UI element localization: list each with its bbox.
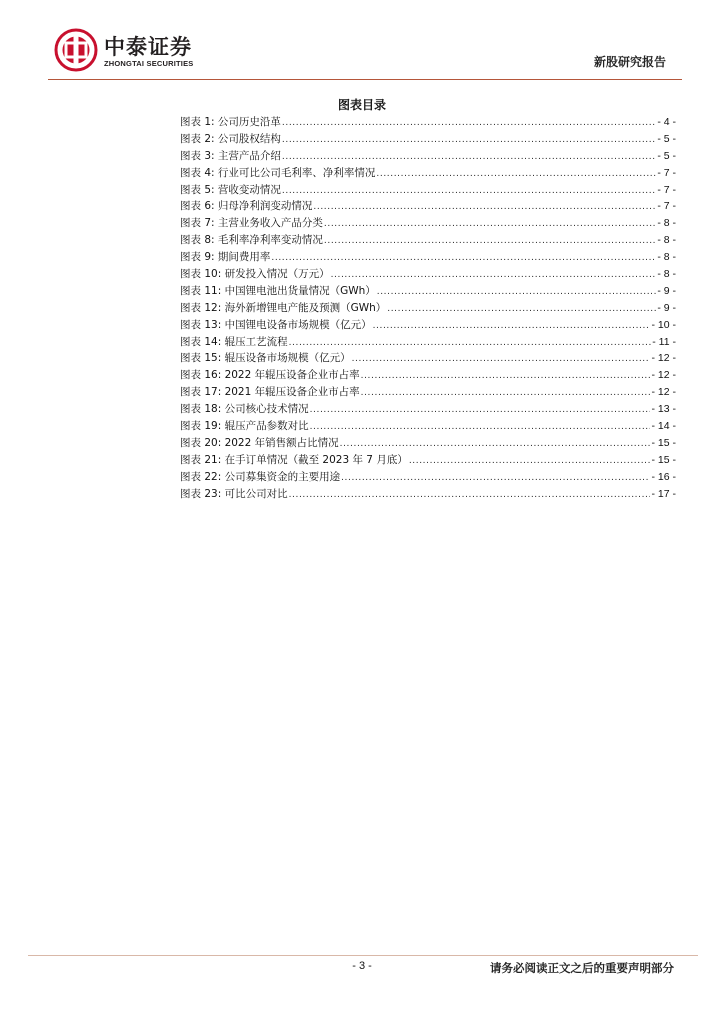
toc-entry-page: - 16 - [651, 470, 676, 483]
toc-entry-label: 图表 5: 营收变动情况 [180, 183, 281, 196]
toc-entry-page: - 12 - [651, 352, 676, 365]
toc-entry[interactable] [180, 232, 676, 249]
toc-title: 图表目录 [337, 98, 386, 112]
toc-entry[interactable] [180, 317, 676, 334]
toc-entry-page: - 14 - [651, 420, 676, 433]
toc-entry-page: - 10 - [651, 318, 676, 331]
toc-dot-leader [282, 115, 656, 132]
toc-entry[interactable] [180, 367, 676, 384]
toc-dot-leader [373, 318, 651, 335]
toc-entry-label: 图表 14: 辊压工艺流程 [180, 335, 288, 348]
toc-entry[interactable] [180, 435, 676, 452]
toc-entry[interactable] [180, 114, 676, 131]
toc-entry[interactable] [180, 401, 676, 418]
toc-entry-page: - 4 - [657, 116, 676, 128]
toc-entry-label: 图表 10: 研发投入情况（万元） [180, 268, 330, 281]
toc-entry-page: - 8 - [657, 268, 676, 281]
toc-entry[interactable] [180, 350, 676, 367]
report-type-label: 新股研究报告 [593, 55, 666, 69]
toc-dot-leader [324, 233, 656, 250]
page-number: - 3 - [352, 960, 372, 972]
toc-dot-leader [289, 335, 652, 352]
toc-dot-leader [289, 487, 651, 504]
toc-entry-page: - 13 - [651, 403, 676, 416]
toc-dot-leader [310, 419, 651, 436]
toc-entry-label: 图表 13: 中国锂电设备市场规模（亿元） [180, 318, 372, 331]
toc-entry-page: - 17 - [651, 487, 676, 500]
toc-entry[interactable] [180, 486, 676, 503]
toc-entry-label: 图表 2: 公司股权结构 [180, 132, 281, 145]
toc-dot-leader [340, 436, 651, 453]
toc-entry[interactable] [180, 131, 676, 148]
toc-entry[interactable] [180, 249, 676, 266]
figure-table-of-contents [180, 114, 676, 502]
brand-name-cn: 中泰证券 [104, 35, 192, 59]
toc-dot-leader [377, 284, 657, 301]
toc-dot-leader [271, 250, 656, 267]
toc-entry-page: - 12 - [651, 386, 676, 399]
toc-entry-page: - 8 - [657, 234, 676, 247]
toc-entry[interactable] [180, 334, 676, 351]
toc-dot-leader [313, 199, 656, 216]
toc-entry-label: 图表 17: 2021 年辊压设备企业市占率 [180, 386, 360, 399]
header-divider [48, 79, 682, 80]
toc-entry[interactable] [180, 384, 676, 401]
toc-entry-page: - 8 - [657, 217, 676, 230]
toc-dot-leader [361, 385, 651, 402]
zhongtai-logo-icon [54, 28, 98, 72]
toc-dot-leader [324, 216, 656, 233]
toc-entry-page: - 7 - [657, 200, 676, 213]
toc-entry-page: - 8 - [657, 251, 676, 264]
page-header [0, 0, 724, 90]
toc-entry-label: 图表 6: 归母净利润变动情况 [180, 200, 313, 213]
toc-entry-page: - 7 - [657, 166, 676, 179]
toc-entry-label: 图表 23: 可比公司对比 [180, 487, 288, 500]
toc-entry-page: - 15 - [651, 436, 676, 449]
toc-entry-page: - 5 - [657, 149, 676, 162]
toc-entry-page: - 12 - [651, 369, 676, 382]
toc-entry[interactable] [180, 215, 676, 232]
toc-entry-page: - 9 - [657, 284, 676, 297]
brand-name-en: ZHONGTAI SECURITIES [104, 59, 194, 68]
toc-dot-leader [310, 402, 651, 419]
toc-dot-leader [376, 166, 656, 183]
toc-dot-leader [361, 368, 651, 385]
toc-entry[interactable] [180, 300, 676, 317]
toc-entry-label: 图表 1: 公司历史沿革 [180, 116, 281, 128]
toc-dot-leader [352, 351, 651, 368]
toc-entry-page: - 7 - [657, 183, 676, 196]
toc-dot-leader [341, 470, 650, 487]
toc-entry-label: 图表 22: 公司募集资金的主要用途 [180, 470, 341, 483]
toc-entry-label: 图表 8: 毛利率净利率变动情况 [180, 234, 323, 247]
toc-entry-label: 图表 20: 2022 年销售额占比情况 [180, 436, 339, 449]
toc-entry-page: - 15 - [651, 453, 676, 466]
toc-entry-label: 图表 9: 期间费用率 [180, 251, 271, 264]
toc-dot-leader [282, 132, 656, 149]
toc-entry-label: 图表 21: 在手订单情况（截至 2023 年 7 月底） [180, 453, 408, 466]
toc-dot-leader [282, 183, 656, 200]
toc-entry-page: - 11 - [652, 335, 676, 348]
toc-entry[interactable] [180, 148, 676, 165]
toc-entry[interactable] [180, 266, 676, 283]
toc-dot-leader [387, 301, 656, 318]
toc-entry-label: 图表 15: 辊压设备市场规模（亿元） [180, 352, 351, 365]
toc-entry[interactable] [180, 469, 676, 486]
toc-entry[interactable] [180, 165, 676, 182]
toc-entry-label: 图表 16: 2022 年辊压设备企业市占率 [180, 369, 360, 382]
toc-entry-label: 图表 19: 辊压产品参数对比 [180, 420, 309, 433]
toc-entry-label: 图表 3: 主营产品介绍 [180, 149, 281, 162]
footer-divider [28, 955, 698, 956]
toc-entry-label: 图表 11: 中国锂电池出货量情况（GWh） [180, 284, 376, 297]
toc-dot-leader [282, 149, 656, 166]
toc-entry-label: 图表 4: 行业可比公司毛利率、净利率情况 [180, 166, 376, 179]
toc-dot-leader [331, 267, 657, 284]
toc-entry-page: - 5 - [657, 132, 676, 145]
footer-disclaimer: 请务必阅读正文之后的重要声明部分 [490, 961, 674, 975]
toc-entry[interactable] [180, 198, 676, 215]
toc-entry[interactable] [180, 283, 676, 300]
toc-entry-page: - 9 - [657, 301, 676, 314]
toc-entry[interactable] [180, 452, 676, 469]
toc-entry-label: 图表 12: 海外新增锂电产能及预测（GWh） [180, 301, 387, 314]
toc-entry[interactable] [180, 418, 676, 435]
toc-entry[interactable] [180, 182, 676, 199]
toc-dot-leader [409, 453, 651, 470]
toc-entry-label: 图表 18: 公司核心技术情况 [180, 403, 309, 416]
toc-entry-label: 图表 7: 主营业务收入产品分类 [180, 217, 323, 230]
